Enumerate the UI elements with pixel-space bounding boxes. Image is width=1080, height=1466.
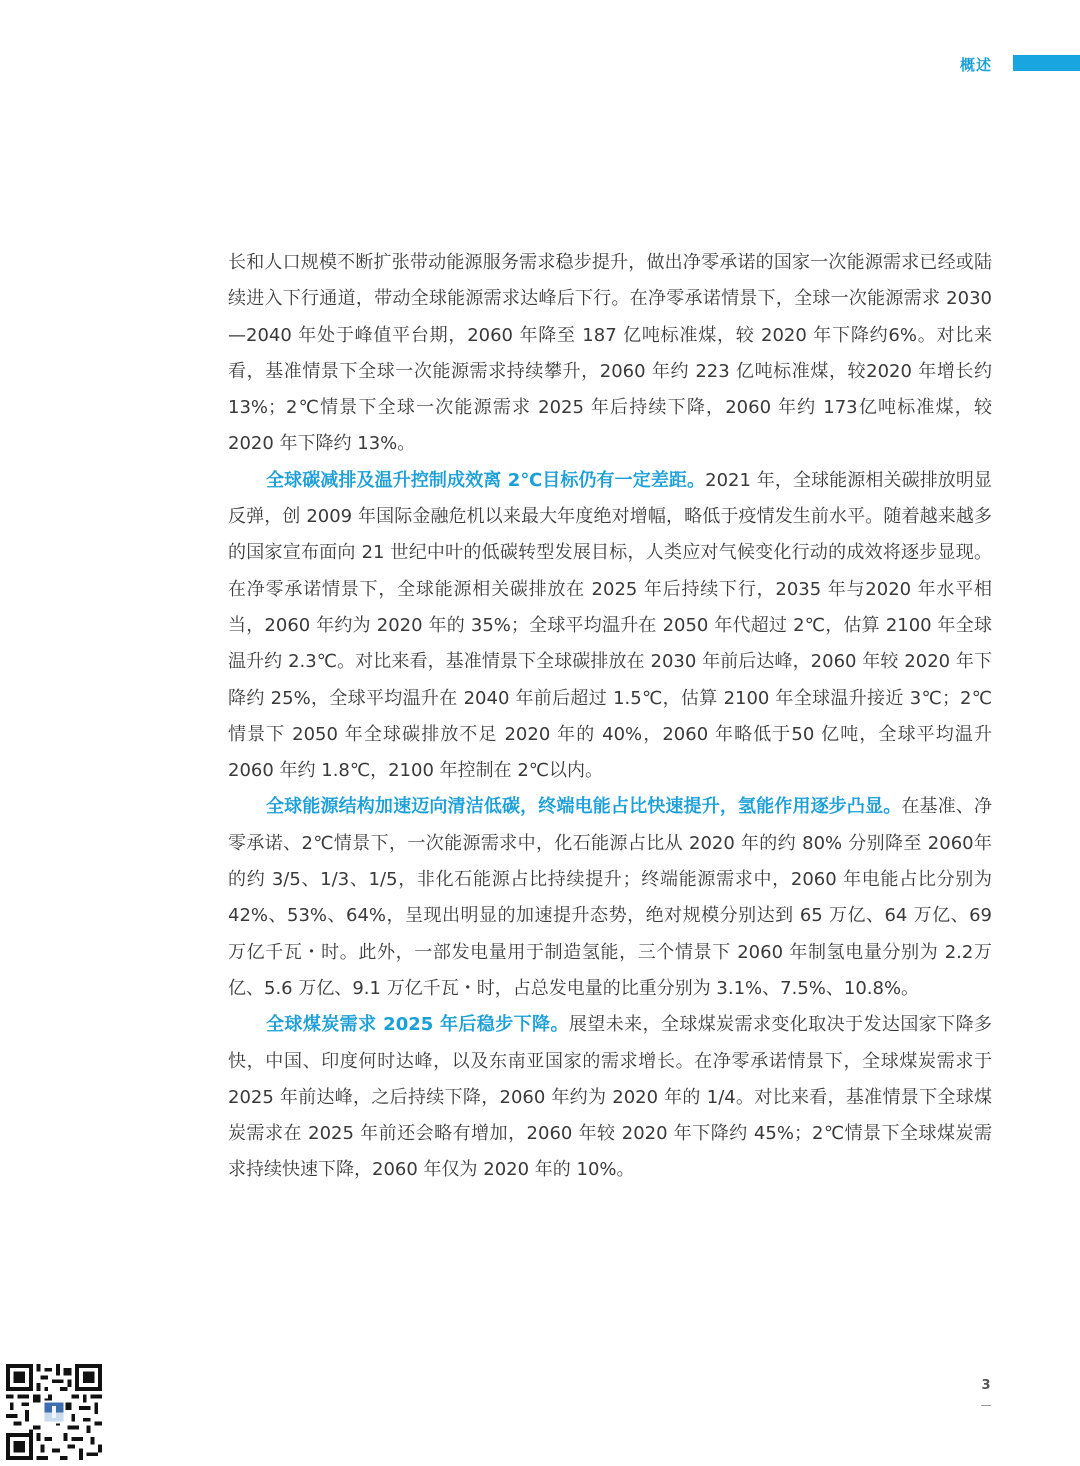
page-number: 3 [981,1378,991,1393]
section-accent-bar [1013,55,1080,71]
qr-code-icon [6,1364,102,1460]
paragraph-2 [228,463,992,790]
paragraph-1-text: 长和人口规模不断扩张带动能源服务需求稳步提升，做出净零承诺的国家一次能源需求已经或陆续进入下行通道，带动全球能源需求达峰后下行。在净零承诺情景下，全球一次能源需求 2030—2040 年处于峰值平台期，2060 年降至 187 亿吨标准煤，较 2020 年下降约6%。对比来看，基准情景下全球一次能源需求持续攀升，2060 年约 223 亿吨标准煤，较2020 年增长约 13%；2℃情景下全球一次能源需求 2025 年后持续下降，2060 年约 173亿吨标准煤，较 2020 年下降约 13%。 [228,252,992,455]
paragraph-3-text: 在基准、净零承诺、2℃情景下，一次能源需求中，化石能源占比从 2020 年的约 80% 分别降至 2060年的约 3/5、1/3、1/5，非化石能源占比持续提升；终端能源需求中，2060 年电能占比分别为 42%、53%、64%，呈现出明显的加速提升态势，绝对规模分别达到 65 万亿、64 万亿、69 万亿千瓦・时。此外，一部发电量用于制造氢能，三个情景下 2060 年制氢电量分别为 2.2万亿、5.6 万亿、9.1 万亿千瓦・时，占总发电量的比重分别为 3.1%、7.5%、10.8%。 [228,796,993,999]
paragraph-1 [228,245,992,463]
paragraph-3-lead: 全球能源结构加速迈向清洁低碳，终端电能占比快速提升，氢能作用逐步凸显。 [266,796,902,818]
paragraph-3 [228,789,992,1007]
section-label: 概述 [959,56,992,74]
page-number-divider [981,1405,991,1406]
body-text [228,245,992,1189]
paragraph-4 [228,1007,992,1188]
paragraph-4-lead: 全球煤炭需求 2025 年后稳步下降。 [266,1014,569,1036]
paragraph-2-lead: 全球碳减排及温升控制成效离 2℃目标仍有一定差距。 [266,469,706,491]
paragraph-4-text: 展望未来，全球煤炭需求变化取决于发达国家下降多快，中国、印度何时达峰，以及东南亚国家的需求增长。在净零承诺情景下，全球煤炭需求于 2025 年前达峰，之后持续下降，2060 年约为 2020 年的 1/4。对比来看，基准情景下全球煤炭需求在 2025 年前还会略有增加，2060 年较 2020 年下降约 45%；2℃情景下全球煤炭需求持续快速下降，2060 年仅为 2020 年的 10%。 [228,1014,992,1181]
paragraph-2-text: 2021 年，全球能源相关碳排放明显反弹，创 2009 年国际金融危机以来最大年度绝对增幅，略低于疫情发生前水平。随着越来越多的国家宣布面向 21 世纪中叶的低碳转型发展目标，人类应对气候变化行动的成效将逐步显现。在净零承诺情景下，全球能源相关碳排放在 2025 年后持续下行，2035 年与2020 年水平相当，2060 年约为 2020 年的 35%；全球平均温升在 2050 年代超过 2℃，估算 2100 年全球温升约 2.3℃。对比来看，基准情景下全球碳排放在 2030 年前后达峰，2060 年较 2020 年下降约 25%，全球平均温升在 2040 年前后超过 1.5℃，估算 2100 年全球温升接近 3℃；2℃情景下 2050 年全球碳排放不足 2020 年的 40%，2060 年略低于50 亿吨，全球平均温升 2060 年约 1.8℃，2100 年控制在 2℃以内。 [228,469,992,782]
